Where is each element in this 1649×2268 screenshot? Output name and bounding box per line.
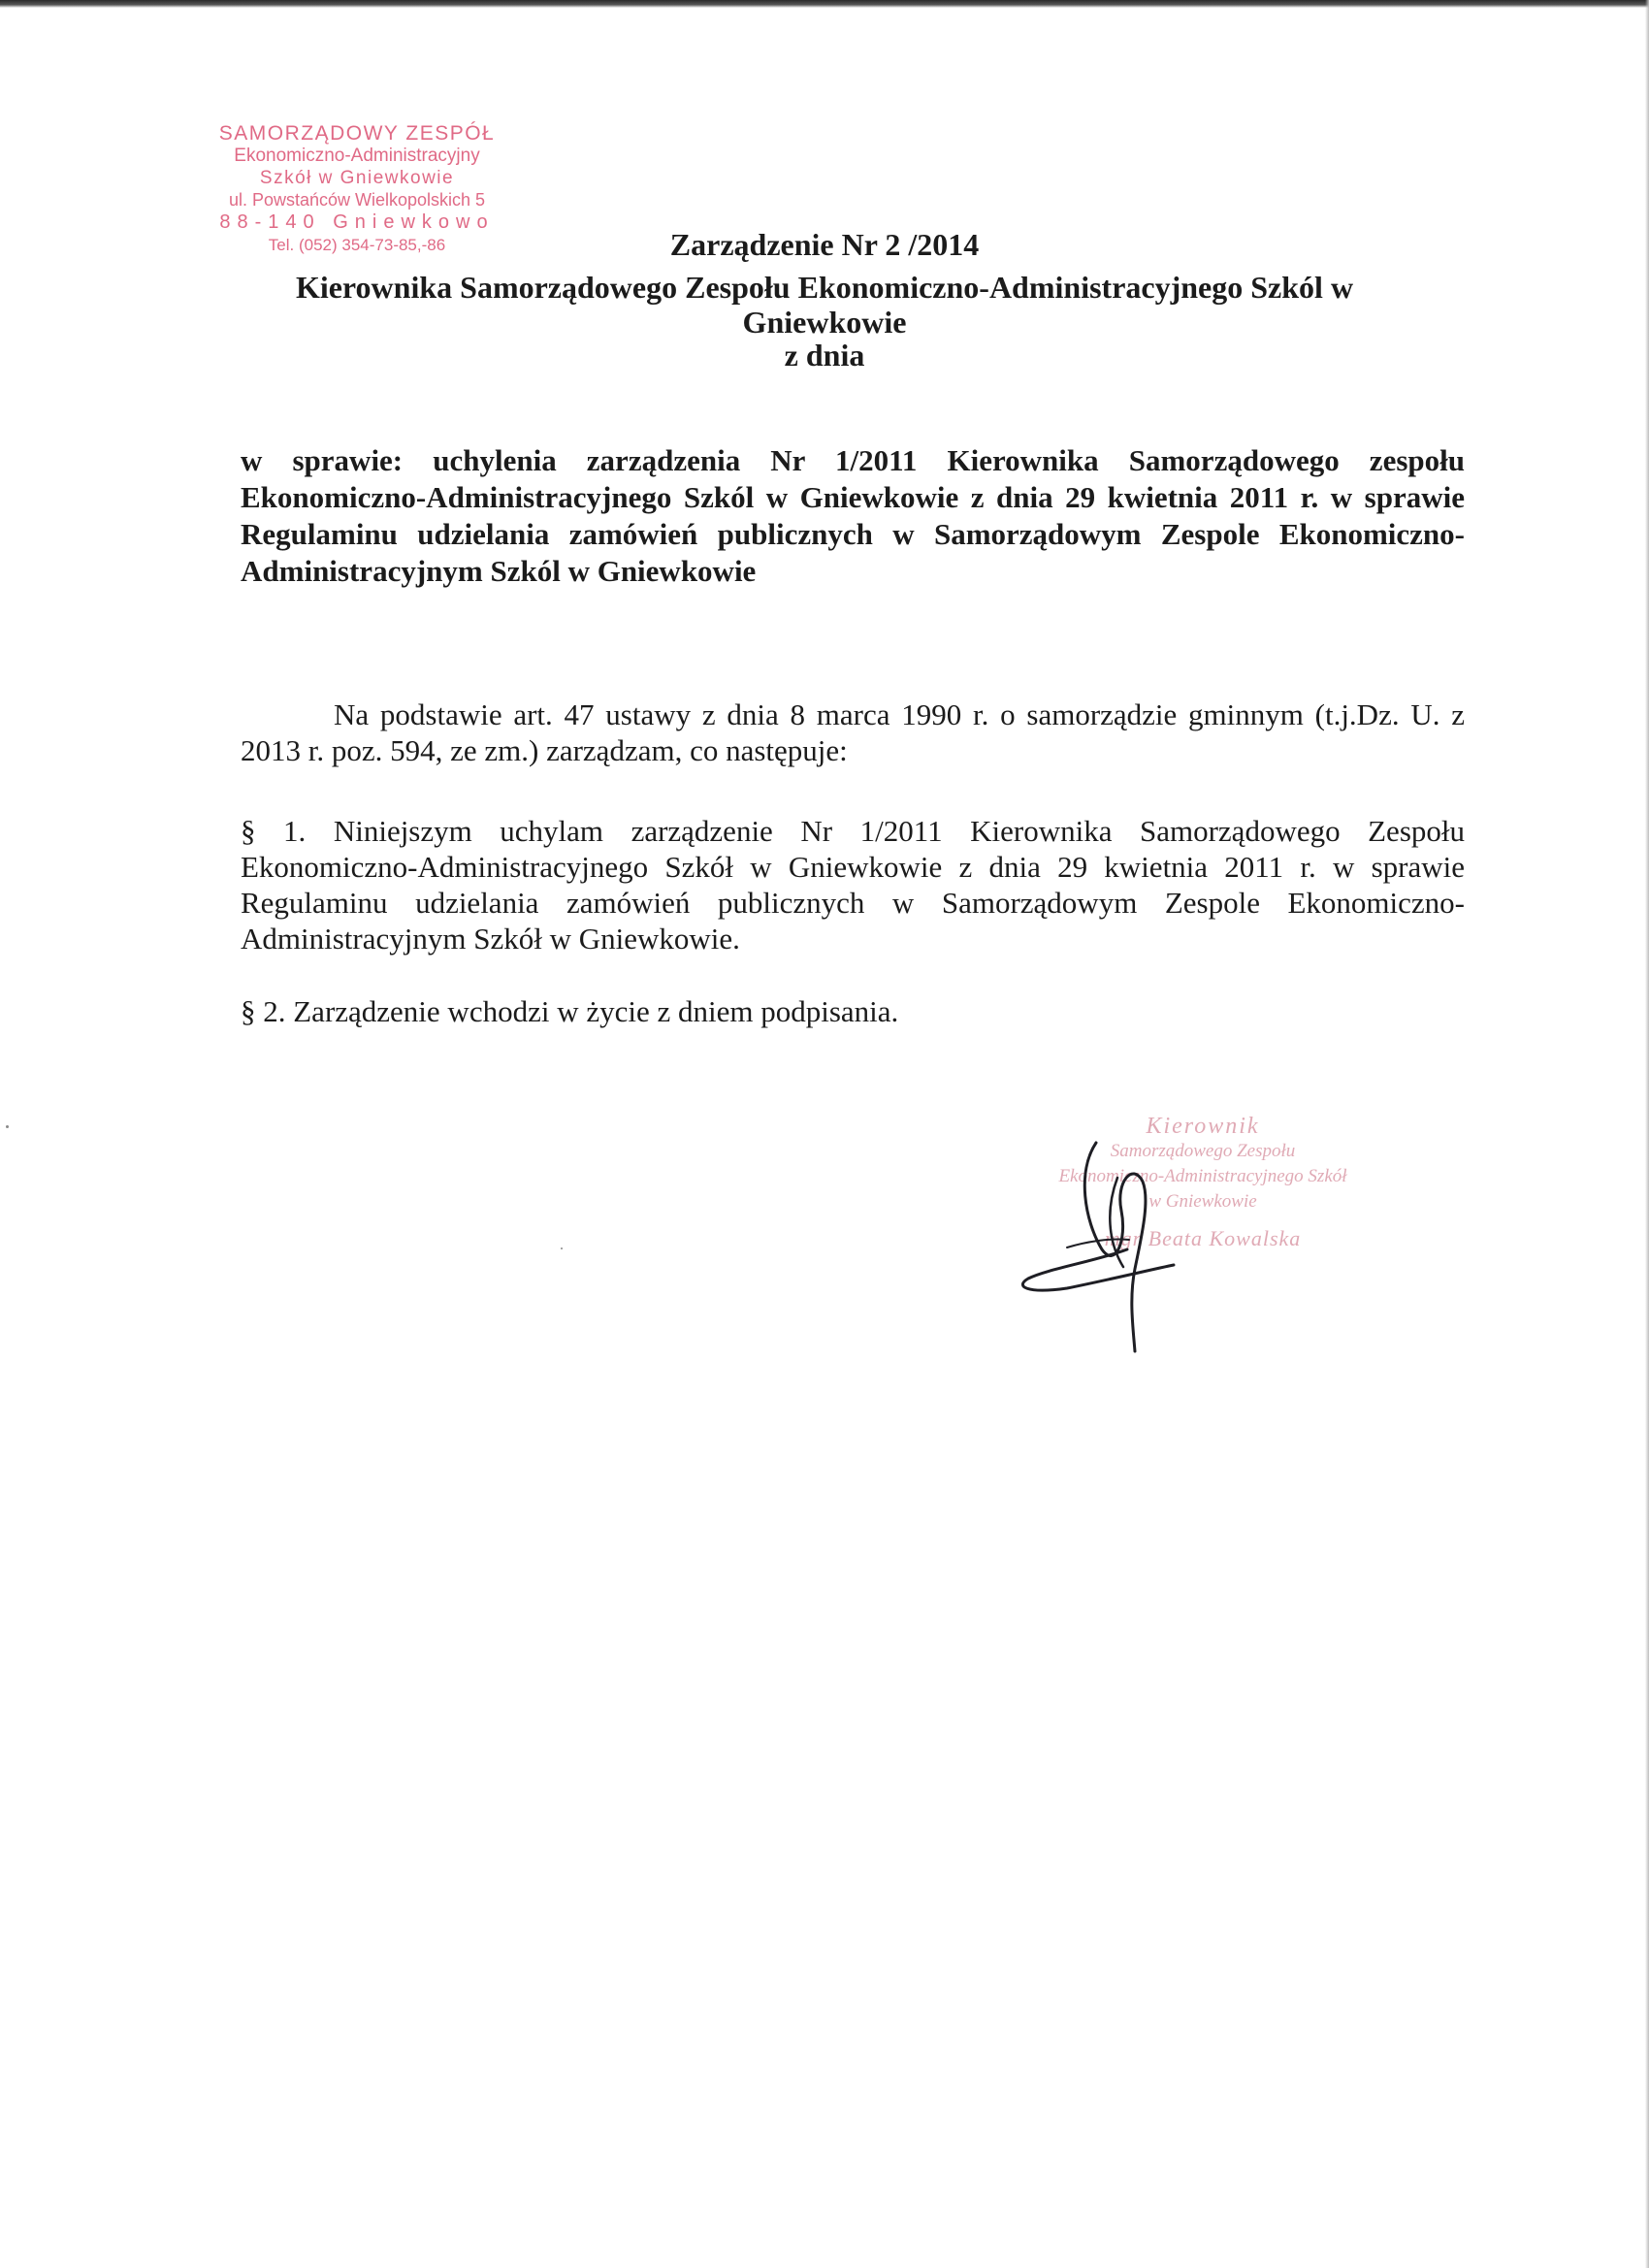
scan-speck: [6, 1125, 9, 1128]
document-number: Zarządzenie Nr 2 /2014: [669, 227, 980, 262]
office-stamp-line: 88-140 Gniewkowo: [219, 211, 495, 233]
signature-stamp-title: Kierownik: [1146, 1114, 1260, 1139]
office-stamp-line: Szkół w Gniewkowie: [259, 168, 455, 188]
section-2-paragraph: § 2. Zarządzenie wchodzi w życie z dniem podpisania.: [241, 994, 899, 1028]
document-subject: w sprawie: uchylenia zarządzenia Nr 1/2011 Kierownika Samorządowego zespołu Ekonomiczno-Administracyjnego Szkól w Gniewkowie z dnia 29 kwietnia 2011 r. w sprawie Regulaminu udzielania zamówień publicznych w Samorządowym Zespole Ekonomiczno-Administracyjnym Szkól w Gniewkowie: [241, 443, 1465, 588]
document-date: z dnia: [784, 338, 865, 373]
office-stamp-line: SAMORZĄDOWY ZESPÓŁ: [218, 122, 496, 145]
office-stamp-line: ul. Powstańców Wielkopolskich 5: [228, 190, 486, 210]
scan-edge-top: [0, 0, 1649, 8]
document-authority-line: Gniewkowie: [742, 305, 907, 340]
legal-basis-paragraph: Na podstawie art. 47 ustawy z dnia 8 marca 1990 r. o samorządzie gminnym (t.j.Dz. U. z 2013 r. poz. 594, ze zm.) zarządzam, co następuje:: [241, 697, 1465, 767]
section-1-paragraph: § 1. Niniejszym uchylam zarządzenie Nr 1/2011 Kierownika Samorządowego Zespołu Ekonomiczno-Administracyjnego Szkół w Gniewkowie z dnia 29 kwietnia 2011 r. w sprawie Regulaminu udzielania zamówień publicznych w Samorządowym Zespole Ekonomiczno-Administracyjnym Szkół w Gniewkowie.: [241, 814, 1465, 956]
office-stamp-line: Tel. (052) 354-73-85,-86: [268, 236, 446, 254]
signature-stamp-line: w Gniewkowie: [1148, 1191, 1257, 1212]
signature-stamp-line: Samorządowego Zespołu: [1110, 1141, 1296, 1161]
office-stamp-line: Ekonomiczno-Administracyjny: [234, 146, 480, 166]
handwritten-signature: [1009, 1133, 1203, 1356]
signature-stamp-line: Ekonomiczno-Administracyjnego Szkół: [1058, 1166, 1347, 1186]
scan-edge-right: [1645, 0, 1649, 2268]
document-authority: [223, 270, 1426, 340]
signature-stamp-name: mgr Beata Kowalska: [1104, 1226, 1302, 1250]
scan-speck: [561, 1247, 563, 1249]
document-authority-line: Kierownika Samorządowego Zespołu Ekonomiczno-Administracyjnego Szkól w: [295, 270, 1354, 305]
